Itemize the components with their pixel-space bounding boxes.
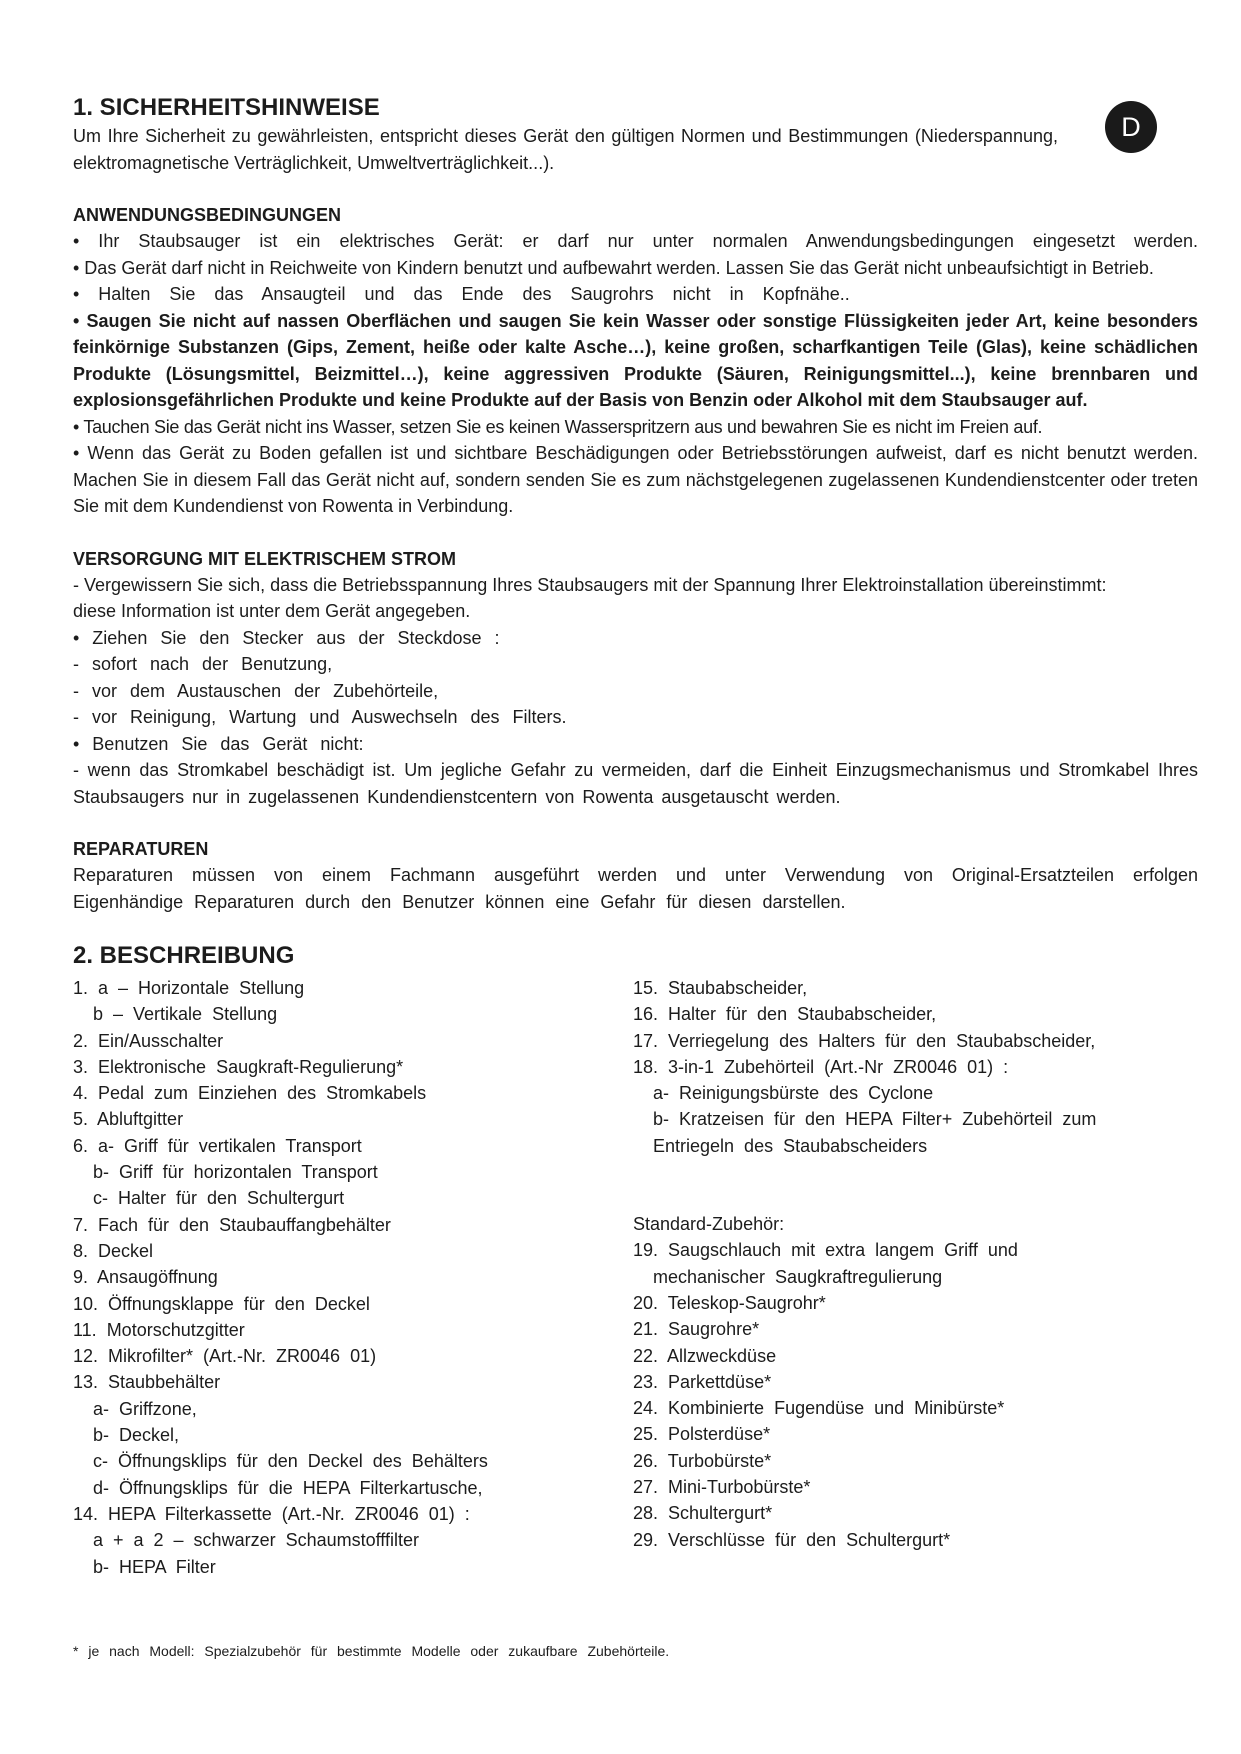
list-item: b- HEPA Filter — [93, 1556, 216, 1577]
power-point-6: • Benutzen Sie das Gerät nicht: — [73, 733, 364, 754]
power-point-7: - wenn das Stromkabel beschädigt ist. Um jegliche Gefahr zu vermeiden, darf die Einheit Einzugsmechanismus und Stromkabel Ihres Staubsaugers nur in zugelassenen Kundendienstcentern von Rowenta ausgetauscht werden. — [73, 760, 1198, 807]
list-item: 6. a- Griff für vertikalen Transport — [73, 1135, 362, 1156]
power-point-2: • Ziehen Sie den Stecker aus der Steckdose : — [73, 627, 500, 648]
usage-point-4: • Saugen Sie nicht auf nassen Oberflächen und saugen Sie kein Wasser oder sonstige Flüssigkeiten jeder Art, keine besonders feinkörnige Substanzen (Gips, Zement, heiße oder kalte Asche…), keine großen, scharfkantigen Teile (Glas), keine schädlichen Produkte (Lösungsmittel, Beizmittel…), keine aggressiven Produkte (Säuren, Reinigungsmittel...), keine brennbaren und explosionsgefährlichen Produkte und keine Produkte auf der Basis von Benzin oder Alkohol mit dem Staubsauger auf. — [73, 310, 1198, 410]
list-item: 20. Teleskop-Saugrohr* — [633, 1292, 826, 1313]
heading-usage-conditions: ANWENDUNGSBEDINGUNGEN — [73, 205, 342, 225]
document-page — [73, 93, 1198, 1595]
power-point-3: - sofort nach der Benutzung, — [73, 654, 333, 674]
usage-point-2: • Das Gerät darf nicht in Reichweite von Kindern benutzt und aufbewahrt werden. Lassen Sie das Gerät nicht unbeaufsichtigt in Betrieb. — [73, 257, 1154, 278]
list-item: 17. Verriegelung des Halters für den Staubabscheider, — [633, 1030, 1096, 1051]
list-item: 2. Ein/Ausschalter — [73, 1030, 224, 1051]
list-item: b- Kratzeisen für den HEPA Filter+ Zubehörteil zum Entriegeln des Staubabscheiders — [653, 1109, 1097, 1156]
accessories-heading: Standard-Zubehör: — [633, 1214, 785, 1235]
list-item: 27. Mini-Turbobürste* — [633, 1477, 811, 1498]
heading-power-supply: VERSORGUNG MIT ELEKTRISCHEM STROM — [73, 548, 457, 569]
list-item: 28. Schultergurt* — [633, 1503, 773, 1524]
list-item: d- Öffnungsklips für die HEPA Filterkartusche, — [93, 1477, 483, 1498]
list-item: 3. Elektronische Saugkraft-Regulierung* — [73, 1056, 404, 1077]
section-title-safety: 1. SICHERHEITSHINWEISE — [73, 94, 380, 121]
description-list-left — [73, 975, 593, 1580]
list-item: 4. Pedal zum Einziehen des Stromkabels — [73, 1083, 427, 1104]
list-item: 10. Öffnungsklappe für den Deckel — [73, 1293, 370, 1314]
list-item: 19. Saugschlauch mit extra langem Griff und — [633, 1240, 1018, 1261]
list-item: 14. HEPA Filterkassette (Art.-Nr. ZR0046 01) : — [73, 1503, 470, 1524]
usage-point-6: • Wenn das Gerät zu Boden gefallen ist und sichtbare Beschädigungen oder Betriebsstörungen aufweist, darf es nicht benutzt werden. Machen Sie in diesem Fall das Gerät nicht auf, sondern senden Sie es zum nächstgelegenen zugelassenen Kundendienstcenter oder treten Sie mit dem Kundendienst von Rowenta in Verbindung. — [73, 443, 1198, 516]
list-item: 1. a – Horizontale Stellung — [73, 978, 305, 998]
list-item: 25. Polsterdüse* — [633, 1424, 771, 1445]
list-item: 18. 3-in-1 Zubehörteil (Art.-Nr ZR0046 01) : — [633, 1056, 1009, 1077]
list-item: mechanischer Saugkraftregulierung — [653, 1266, 943, 1287]
list-item: 13. Staubbehälter — [73, 1372, 221, 1393]
heading-repairs: REPARATUREN — [73, 839, 209, 859]
usage-point-1: • Ihr Staubsauger ist ein elektrisches Gerät: er darf nur unter normalen Anwendungsbedingungen eingesetzt werden. — [73, 231, 1198, 251]
list-item: 26. Turbobürste* — [633, 1450, 772, 1471]
list-item: 21. Saugrohre* — [633, 1319, 760, 1340]
list-item: 16. Halter für den Staubabscheider, — [633, 1004, 937, 1025]
list-item: 15. Staubabscheider, — [633, 978, 808, 998]
list-item: 8. Deckel — [73, 1240, 154, 1261]
list-item: b- Deckel, — [93, 1425, 180, 1446]
list-item: 11. Motorschutzgitter — [73, 1319, 245, 1340]
list-item: a + a 2 – schwarzer Schaumstofffilter — [93, 1530, 419, 1551]
power-point-5: - vor Reinigung, Wartung und Auswechseln des Filters. — [73, 707, 567, 727]
description-list-right — [633, 975, 1198, 1553]
language-badge: D — [1105, 101, 1157, 153]
repairs-text: Reparaturen müssen von einem Fachmann ausgeführt werden und unter Verwendung von Original-Ersatzteilen erfolgen Eigenhändige Reparaturen durch den Benutzer können eine Gefahr für diesen darstellen. — [73, 865, 1198, 912]
list-item: b- Griff für horizontalen Transport — [93, 1162, 378, 1183]
list-item: 5. Abluftgitter — [73, 1109, 184, 1130]
list-item: c- Halter für den Schultergurt — [93, 1188, 345, 1209]
list-item: 12. Mikrofilter* (Art.-Nr. ZR0046 01) — [73, 1346, 377, 1367]
list-item: 7. Fach für den Staubauffangbehälter — [73, 1214, 391, 1235]
power-point-4: - vor dem Austauschen der Zubehörteile, — [73, 680, 439, 701]
usage-point-5: • Tauchen Sie das Gerät nicht ins Wasser, setzen Sie es keinen Wasserspritzern aus und bewahren Sie es nicht im Freien auf. — [73, 416, 1043, 437]
list-item: b – Vertikale Stellung — [93, 1004, 278, 1025]
list-item: 24. Kombinierte Fugendüse und Minibürste* — [633, 1398, 1005, 1419]
list-item: c- Öffnungsklips für den Deckel des Behälters — [93, 1451, 488, 1472]
list-item: 23. Parkettdüse* — [633, 1371, 772, 1392]
section-title-description: 2. BESCHREIBUNG — [73, 942, 295, 969]
power-point-1: - Vergewissern Sie sich, dass die Betriebsspannung Ihres Staubsaugers mit der Spannung Ihrer Elektroinstallation übereinstimmt: diese Information ist unter dem Gerät angegeben. — [73, 574, 1107, 621]
list-item: a- Reinigungsbürste des Cyclone — [653, 1083, 934, 1104]
list-item: a- Griffzone, — [93, 1398, 197, 1419]
description-columns — [73, 975, 1198, 1595]
usage-point-3: • Halten Sie das Ansaugteil und das Ende des Saugrohrs nicht in Kopfnähe.. — [73, 284, 850, 304]
footnote: * je nach Modell: Spezialzubehör für bestimmte Modelle oder zukaufbare Zubehörteile. — [73, 1643, 670, 1659]
safety-intro: Um Ihre Sicherheit zu gewährleisten, entspricht dieses Gerät den gültigen Normen und Bestimmungen (Niederspannung, elektromagnetische Verträglichkeit, Umweltverträglichkeit...). — [73, 126, 1058, 173]
list-item: 29. Verschlüsse für den Schultergurt* — [633, 1529, 951, 1550]
list-item: 22. Allzweckdüse — [633, 1345, 777, 1366]
list-item: 9. Ansaugöffnung — [73, 1267, 218, 1288]
